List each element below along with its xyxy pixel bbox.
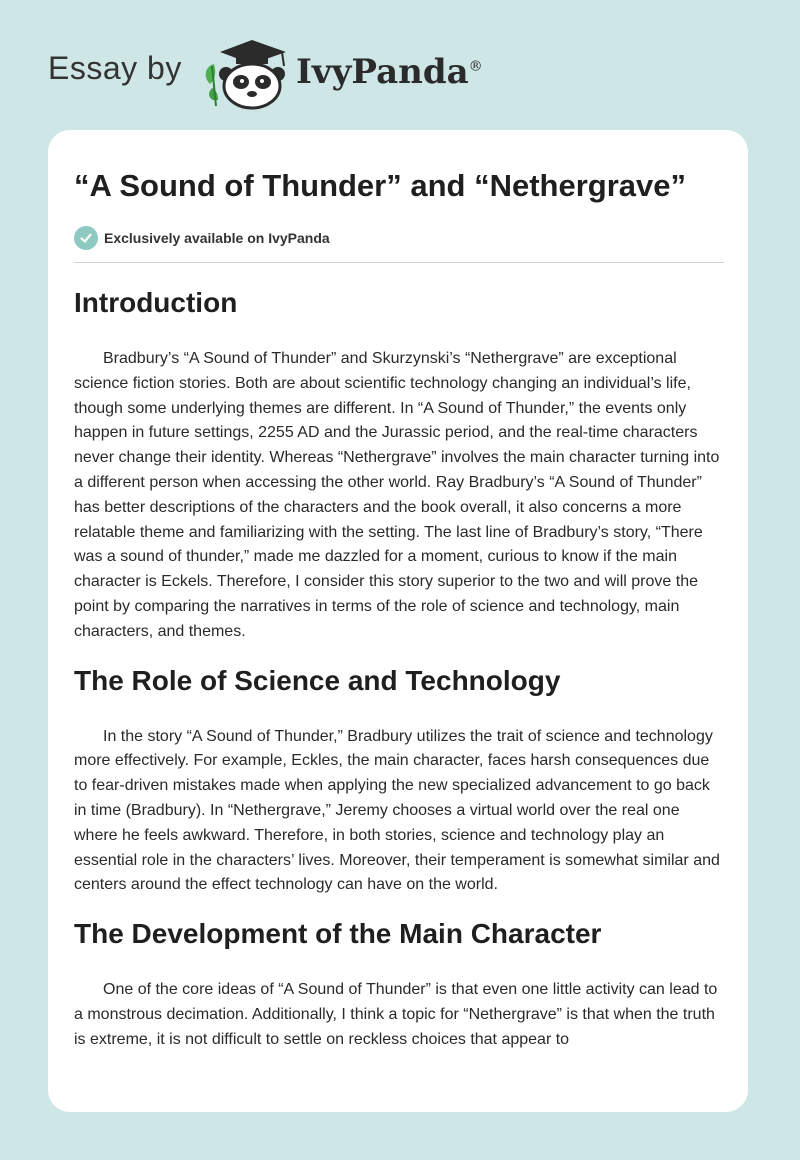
badge-text: Exclusively available on IvyPanda [104, 230, 330, 246]
section-paragraph-introduction: Bradbury’s “A Sound of Thunder” and Skurzynski’s “Nethergrave” are exceptional science fiction stories. Both are about scientific technology changing an individual’s life, though some underlying themes are different. In “A Sound of Thunder,” the events only happen in future settings, 2255 AD and the Jurassic period, and the real-time characters never change their identity. Whereas “Nethergrave” involves the main character turning into a different person when accessing the other world. Ray Bradbury’s “A Sound of Thunder” has better descriptions of the characters and the book overall, it also concerns a more relatable theme and familiarizing with the setting. The last line of Bradbury’s story, “There was a sound of thunder,” made me dazzled for a moment, curious to know if the main character is Eckels. Therefore, I consider this story superior to the two and will prove the point by comparing the narratives in terms of the role of science and technology, main characters, and themes. [74, 350, 720, 640]
check-icon [74, 226, 98, 250]
exclusive-badge [74, 224, 724, 252]
essay-content [74, 166, 724, 1053]
site-header [0, 0, 800, 130]
section-heading-main-character: The Development of the Main Character [74, 918, 602, 950]
section-paragraph-science-technology: In the story “A Sound of Thunder,” Bradbury utilizes the trait of science and technology more effectively. For example, Eckles, the main character, faces harsh consequences due to fear-driven mistakes made when applying the new specialized advancement to go back in time (Bradbury). In “Nethergrave,” Jeremy chooses a virtual world over the real one where he feels awkward. Therefore, in both stories, science and technology play an essential role in the characters’ lives. Moreover, their temperament is somewhat similar and centers around the effect technology can have on the world. [74, 727, 720, 894]
brand-name[interactable]: IvyPanda® [296, 52, 483, 92]
section-heading-science-technology: The Role of Science and Technology [74, 664, 561, 696]
section-paragraph-main-character: One of the core ideas of “A Sound of Thunder” is that even one little activity can lead to a monstrous decimation. Additionally, I think a topic for “Nethergrave” is that when the truth is extreme, it is not difficult to settle on reckless choices that appear to [74, 981, 718, 1048]
essay-card [48, 130, 748, 1112]
essay-title: “A Sound of Thunder” and “Nethergrave” [74, 168, 686, 203]
essay-by-label: Essay by [48, 50, 182, 86]
title-divider [74, 262, 724, 263]
panda-logo-icon[interactable] [200, 36, 292, 110]
section-heading-introduction: Introduction [74, 287, 238, 318]
